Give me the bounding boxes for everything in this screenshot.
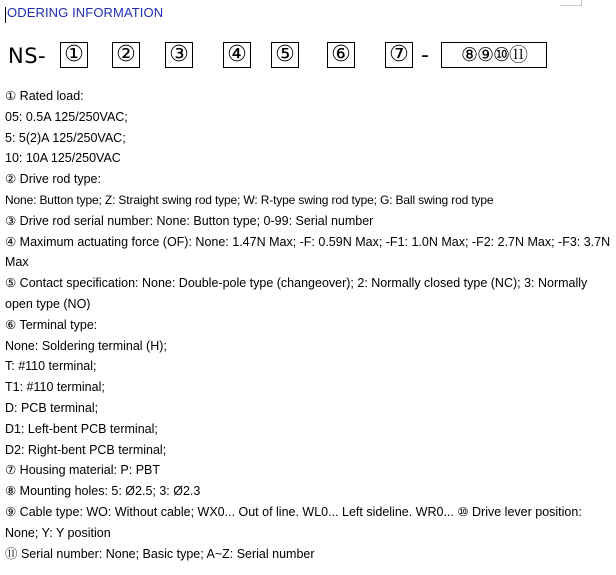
spec-list (5, 86, 611, 564)
code-box-3: ③ (165, 42, 193, 68)
order-code-format (8, 42, 568, 72)
spec-line: ② Drive rod type: (5, 172, 101, 187)
spec-line: ③ Drive rod serial number: None: Button type; 0-99: Serial number (5, 213, 374, 228)
page-title: ODERING INFORMATION (7, 5, 164, 20)
spec-line: D2: Right-bent PCB terminal; (5, 442, 167, 457)
spec-line: ⑪ Serial number: None; Basic type; A~Z: Serial number (5, 546, 315, 561)
spec-line: D1: Left-bent PCB terminal; (5, 421, 158, 436)
code-separator: - (421, 43, 429, 68)
code-box-8-11: ⑧⑨⑩⑪ (441, 42, 547, 68)
spec-line: 10: 10A 125/250VAC (5, 151, 121, 166)
spec-line: ⑤ Contact specification: None: Double-pole type (changeover); 2: Normally closed type (NC); 3: Normally open type (NO) (5, 276, 588, 311)
corner-divider (560, 0, 582, 6)
code-box-7: ⑦ (385, 42, 413, 68)
code-box-2: ② (112, 42, 140, 68)
spec-line: ⑦ Housing material: P: PBT (5, 463, 161, 478)
code-box-1: ① (60, 42, 88, 68)
text-cursor (5, 7, 6, 23)
spec-line: 05: 0.5A 125/250VAC; (5, 109, 128, 124)
spec-line: T1: #110 terminal; (5, 380, 105, 395)
spec-line: D: PCB terminal; (5, 400, 99, 415)
code-prefix: NS- (8, 44, 47, 68)
spec-line: ④ Maximum actuating force (OF): None: 1.47N Max; -F: 0.59N Max; -F1: 1.0N Max; -F2: 2.7N Max; -F3: 3.7N Max (5, 234, 611, 270)
spec-line: T: #110 terminal; (5, 359, 97, 374)
spec-line: 5: 5(2)A 125/250VAC; (5, 130, 126, 145)
spec-line: None: Soldering terminal (H); (5, 338, 167, 353)
spec-line: ⑧ Mounting holes: 5: Ø2.5; 3: Ø2.3 (5, 484, 201, 499)
code-box-4: ④ (223, 42, 251, 68)
spec-line: ⑥ Terminal type: (5, 317, 98, 332)
spec-line: None: Button type; Z: Straight swing rod type; W: R-type swing rod type; G: Ball swing rod type (5, 192, 494, 207)
code-box-5: ⑤ (271, 42, 299, 68)
code-box-6: ⑥ (327, 42, 355, 68)
spec-line: ⑨ Cable type: WO: Without cable; WX0... Out of line. WL0... Left sideline. WR0... ⑩ Drive lever position: None; Y: Y position (5, 504, 582, 540)
spec-line: ① Rated load: (5, 89, 84, 103)
corner-divider-vertical (581, 0, 582, 5)
